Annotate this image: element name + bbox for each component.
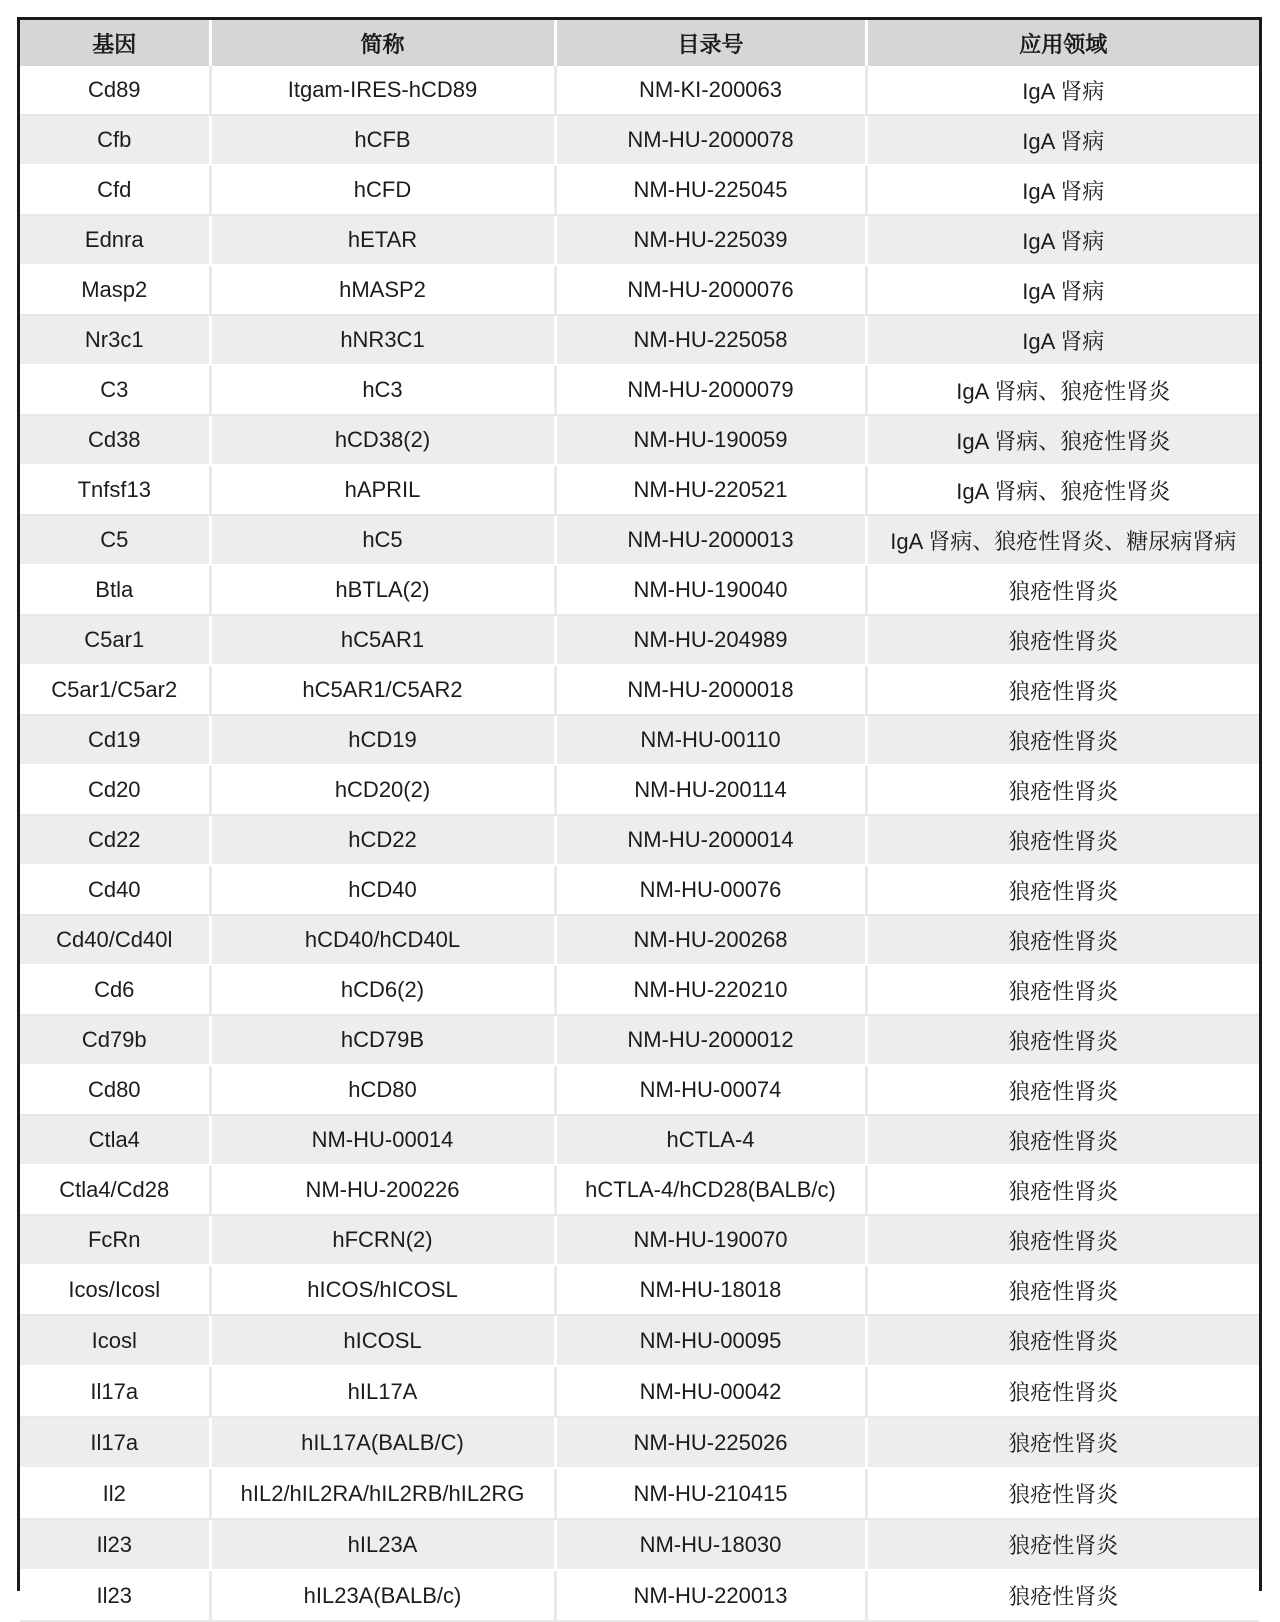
- table-row: [20, 1417, 1259, 1468]
- cell-abbreviation: hNR3C1: [210, 315, 555, 365]
- header-abbreviation: 简称: [210, 20, 555, 66]
- cell-gene: C3: [20, 365, 210, 415]
- cell-catalog-number: NM-HU-00074: [555, 1065, 866, 1115]
- cell-abbreviation: hCD80: [210, 1065, 555, 1115]
- cell-abbreviation: hCD22: [210, 815, 555, 865]
- cell-abbreviation: hIL2/hIL2RA/hIL2RB/hIL2RG: [210, 1468, 555, 1519]
- gene-model-table: [20, 20, 1259, 1622]
- table-row: [20, 1165, 1259, 1215]
- cell-gene: Cd38: [20, 415, 210, 465]
- cell-application-field: 狼疮性肾炎: [866, 1519, 1259, 1570]
- header-gene: 基因: [20, 20, 210, 66]
- cell-catalog-number: NM-HU-00110: [555, 715, 866, 765]
- cell-abbreviation: hCFD: [210, 165, 555, 215]
- cell-gene: Cd22: [20, 815, 210, 865]
- cell-abbreviation: hFCRN(2): [210, 1215, 555, 1265]
- cell-gene: Il2: [20, 1468, 210, 1519]
- cell-application-field: 狼疮性肾炎: [866, 1366, 1259, 1417]
- cell-gene: Cd89: [20, 66, 210, 115]
- cell-gene: Il23: [20, 1570, 210, 1621]
- table-row: [20, 265, 1259, 315]
- cell-application-field: IgA 肾病、狼疮性肾炎: [866, 365, 1259, 415]
- table-row: [20, 165, 1259, 215]
- cell-abbreviation: hCFB: [210, 115, 555, 165]
- table-row: [20, 215, 1259, 265]
- cell-abbreviation: Itgam-IRES-hCD89: [210, 66, 555, 115]
- cell-gene: Tnfsf13: [20, 465, 210, 515]
- table-row: [20, 915, 1259, 965]
- cell-abbreviation: hCD6(2): [210, 965, 555, 1015]
- cell-gene: Icos/Icosl: [20, 1265, 210, 1315]
- cell-abbreviation: hCD40: [210, 865, 555, 915]
- cell-abbreviation: hICOSL: [210, 1315, 555, 1366]
- table-row: [20, 565, 1259, 615]
- cell-application-field: 狼疮性肾炎: [866, 715, 1259, 765]
- cell-abbreviation: hC5AR1: [210, 615, 555, 665]
- table-row: [20, 1366, 1259, 1417]
- cell-application-field: 狼疮性肾炎: [866, 965, 1259, 1015]
- cell-catalog-number: NM-HU-225045: [555, 165, 866, 215]
- cell-catalog-number: NM-HU-220521: [555, 465, 866, 515]
- cell-catalog-number: NM-HU-210415: [555, 1468, 866, 1519]
- cell-gene: Cd80: [20, 1065, 210, 1115]
- table-row: [20, 1265, 1259, 1315]
- table-row: [20, 66, 1259, 115]
- cell-gene: Btla: [20, 565, 210, 615]
- cell-abbreviation: hCD38(2): [210, 415, 555, 465]
- cell-abbreviation: hIL17A(BALB/C): [210, 1417, 555, 1468]
- cell-application-field: 狼疮性肾炎: [866, 1265, 1259, 1315]
- cell-catalog-number: NM-HU-2000078: [555, 115, 866, 165]
- cell-catalog-number: NM-HU-225058: [555, 315, 866, 365]
- cell-gene: Ctla4/Cd28: [20, 1165, 210, 1215]
- cell-abbreviation: hIL23A: [210, 1519, 555, 1570]
- cell-catalog-number: NM-HU-18030: [555, 1519, 866, 1570]
- cell-gene: Il17a: [20, 1366, 210, 1417]
- cell-gene: C5ar1/C5ar2: [20, 665, 210, 715]
- table-row: [20, 815, 1259, 865]
- table-row: [20, 865, 1259, 915]
- cell-application-field: 狼疮性肾炎: [866, 1215, 1259, 1265]
- cell-gene: Nr3c1: [20, 315, 210, 365]
- cell-application-field: 狼疮性肾炎: [866, 865, 1259, 915]
- cell-abbreviation: hICOS/hICOSL: [210, 1265, 555, 1315]
- cell-catalog-number: NM-HU-225039: [555, 215, 866, 265]
- cell-catalog-number: NM-HU-204989: [555, 615, 866, 665]
- cell-application-field: IgA 肾病、狼疮性肾炎: [866, 465, 1259, 515]
- table-row: [20, 665, 1259, 715]
- cell-abbreviation: hC3: [210, 365, 555, 415]
- table-row: [20, 615, 1259, 665]
- cell-abbreviation: hAPRIL: [210, 465, 555, 515]
- cell-gene: Cd40: [20, 865, 210, 915]
- cell-application-field: 狼疮性肾炎: [866, 915, 1259, 965]
- cell-abbreviation: hIL17A: [210, 1366, 555, 1417]
- cell-abbreviation: NM-HU-200226: [210, 1165, 555, 1215]
- cell-catalog-number: NM-HU-2000014: [555, 815, 866, 865]
- table-row: [20, 365, 1259, 415]
- cell-application-field: 狼疮性肾炎: [866, 1315, 1259, 1366]
- table-row: [20, 1570, 1259, 1621]
- cell-catalog-number: NM-HU-2000076: [555, 265, 866, 315]
- cell-gene: Icosl: [20, 1315, 210, 1366]
- cell-gene: Il23: [20, 1519, 210, 1570]
- cell-catalog-number: NM-HU-2000012: [555, 1015, 866, 1065]
- cell-application-field: IgA 肾病: [866, 315, 1259, 365]
- header-row: [20, 20, 1259, 66]
- cell-catalog-number: NM-HU-220013: [555, 1570, 866, 1621]
- cell-gene: Cfb: [20, 115, 210, 165]
- cell-catalog-number: NM-HU-00095: [555, 1315, 866, 1366]
- header-catalog-number: 目录号: [555, 20, 866, 66]
- cell-application-field: 狼疮性肾炎: [866, 1165, 1259, 1215]
- cell-gene: C5: [20, 515, 210, 565]
- table-body: [20, 66, 1259, 1621]
- cell-application-field: 狼疮性肾炎: [866, 765, 1259, 815]
- table-header: [20, 20, 1259, 66]
- table-row: [20, 1215, 1259, 1265]
- cell-catalog-number: NM-HU-2000079: [555, 365, 866, 415]
- cell-catalog-number: NM-HU-225026: [555, 1417, 866, 1468]
- cell-application-field: 狼疮性肾炎: [866, 1468, 1259, 1519]
- cell-abbreviation: hBTLA(2): [210, 565, 555, 615]
- cell-gene: Cd20: [20, 765, 210, 815]
- cell-application-field: 狼疮性肾炎: [866, 565, 1259, 615]
- cell-catalog-number: hCTLA-4: [555, 1115, 866, 1165]
- table-row: [20, 965, 1259, 1015]
- table-row: [20, 1519, 1259, 1570]
- cell-application-field: 狼疮性肾炎: [866, 1417, 1259, 1468]
- table-row: [20, 515, 1259, 565]
- cell-application-field: IgA 肾病: [866, 215, 1259, 265]
- cell-gene: Ctla4: [20, 1115, 210, 1165]
- cell-abbreviation: hMASP2: [210, 265, 555, 315]
- table-row: [20, 1115, 1259, 1165]
- cell-application-field: IgA 肾病: [866, 265, 1259, 315]
- cell-catalog-number: hCTLA-4/hCD28(BALB/c): [555, 1165, 866, 1215]
- cell-catalog-number: NM-HU-00042: [555, 1366, 866, 1417]
- cell-catalog-number: NM-HU-190040: [555, 565, 866, 615]
- cell-catalog-number: NM-HU-200268: [555, 915, 866, 965]
- cell-gene: Cfd: [20, 165, 210, 215]
- table-row: [20, 765, 1259, 815]
- cell-gene: FcRn: [20, 1215, 210, 1265]
- table-row: [20, 1315, 1259, 1366]
- cell-application-field: IgA 肾病、狼疮性肾炎: [866, 415, 1259, 465]
- cell-gene: Cd6: [20, 965, 210, 1015]
- cell-gene: Il17a: [20, 1417, 210, 1468]
- cell-catalog-number: NM-HU-220210: [555, 965, 866, 1015]
- cell-gene: Cd79b: [20, 1015, 210, 1065]
- cell-application-field: IgA 肾病: [866, 115, 1259, 165]
- cell-abbreviation: hC5AR1/C5AR2: [210, 665, 555, 715]
- cell-catalog-number: NM-HU-190070: [555, 1215, 866, 1265]
- cell-application-field: 狼疮性肾炎: [866, 1115, 1259, 1165]
- cell-gene: Cd40/Cd40l: [20, 915, 210, 965]
- table-row: [20, 465, 1259, 515]
- cell-application-field: 狼疮性肾炎: [866, 1065, 1259, 1115]
- cell-catalog-number: NM-HU-2000018: [555, 665, 866, 715]
- cell-abbreviation: hETAR: [210, 215, 555, 265]
- cell-application-field: 狼疮性肾炎: [866, 615, 1259, 665]
- cell-application-field: 狼疮性肾炎: [866, 815, 1259, 865]
- cell-catalog-number: NM-HU-190059: [555, 415, 866, 465]
- cell-abbreviation: NM-HU-00014: [210, 1115, 555, 1165]
- cell-abbreviation: hC5: [210, 515, 555, 565]
- cell-abbreviation: hCD40/hCD40L: [210, 915, 555, 965]
- cell-application-field: IgA 肾病: [866, 66, 1259, 115]
- table-row: [20, 715, 1259, 765]
- cell-catalog-number: NM-HU-200114: [555, 765, 866, 815]
- table-row: [20, 1065, 1259, 1115]
- cell-abbreviation: hCD20(2): [210, 765, 555, 815]
- cell-abbreviation: hIL23A(BALB/c): [210, 1570, 555, 1621]
- cell-catalog-number: NM-HU-2000013: [555, 515, 866, 565]
- cell-catalog-number: NM-HU-18018: [555, 1265, 866, 1315]
- cell-application-field: IgA 肾病、狼疮性肾炎、糖尿病肾病: [866, 515, 1259, 565]
- cell-catalog-number: NM-KI-200063: [555, 66, 866, 115]
- cell-gene: Cd19: [20, 715, 210, 765]
- cell-gene: Masp2: [20, 265, 210, 315]
- table-row: [20, 1468, 1259, 1519]
- table-row: [20, 315, 1259, 365]
- cell-application-field: 狼疮性肾炎: [866, 1015, 1259, 1065]
- table-row: [20, 415, 1259, 465]
- cell-gene: Ednra: [20, 215, 210, 265]
- cell-application-field: 狼疮性肾炎: [866, 665, 1259, 715]
- table-row: [20, 1015, 1259, 1065]
- cell-catalog-number: NM-HU-00076: [555, 865, 866, 915]
- table-frame: [17, 17, 1262, 1609]
- cell-gene: C5ar1: [20, 615, 210, 665]
- header-application-field: 应用领域: [866, 20, 1259, 66]
- cell-application-field: IgA 肾病: [866, 165, 1259, 215]
- cell-abbreviation: hCD79B: [210, 1015, 555, 1065]
- cell-application-field: 狼疮性肾炎: [866, 1570, 1259, 1621]
- cell-abbreviation: hCD19: [210, 715, 555, 765]
- table-row: [20, 115, 1259, 165]
